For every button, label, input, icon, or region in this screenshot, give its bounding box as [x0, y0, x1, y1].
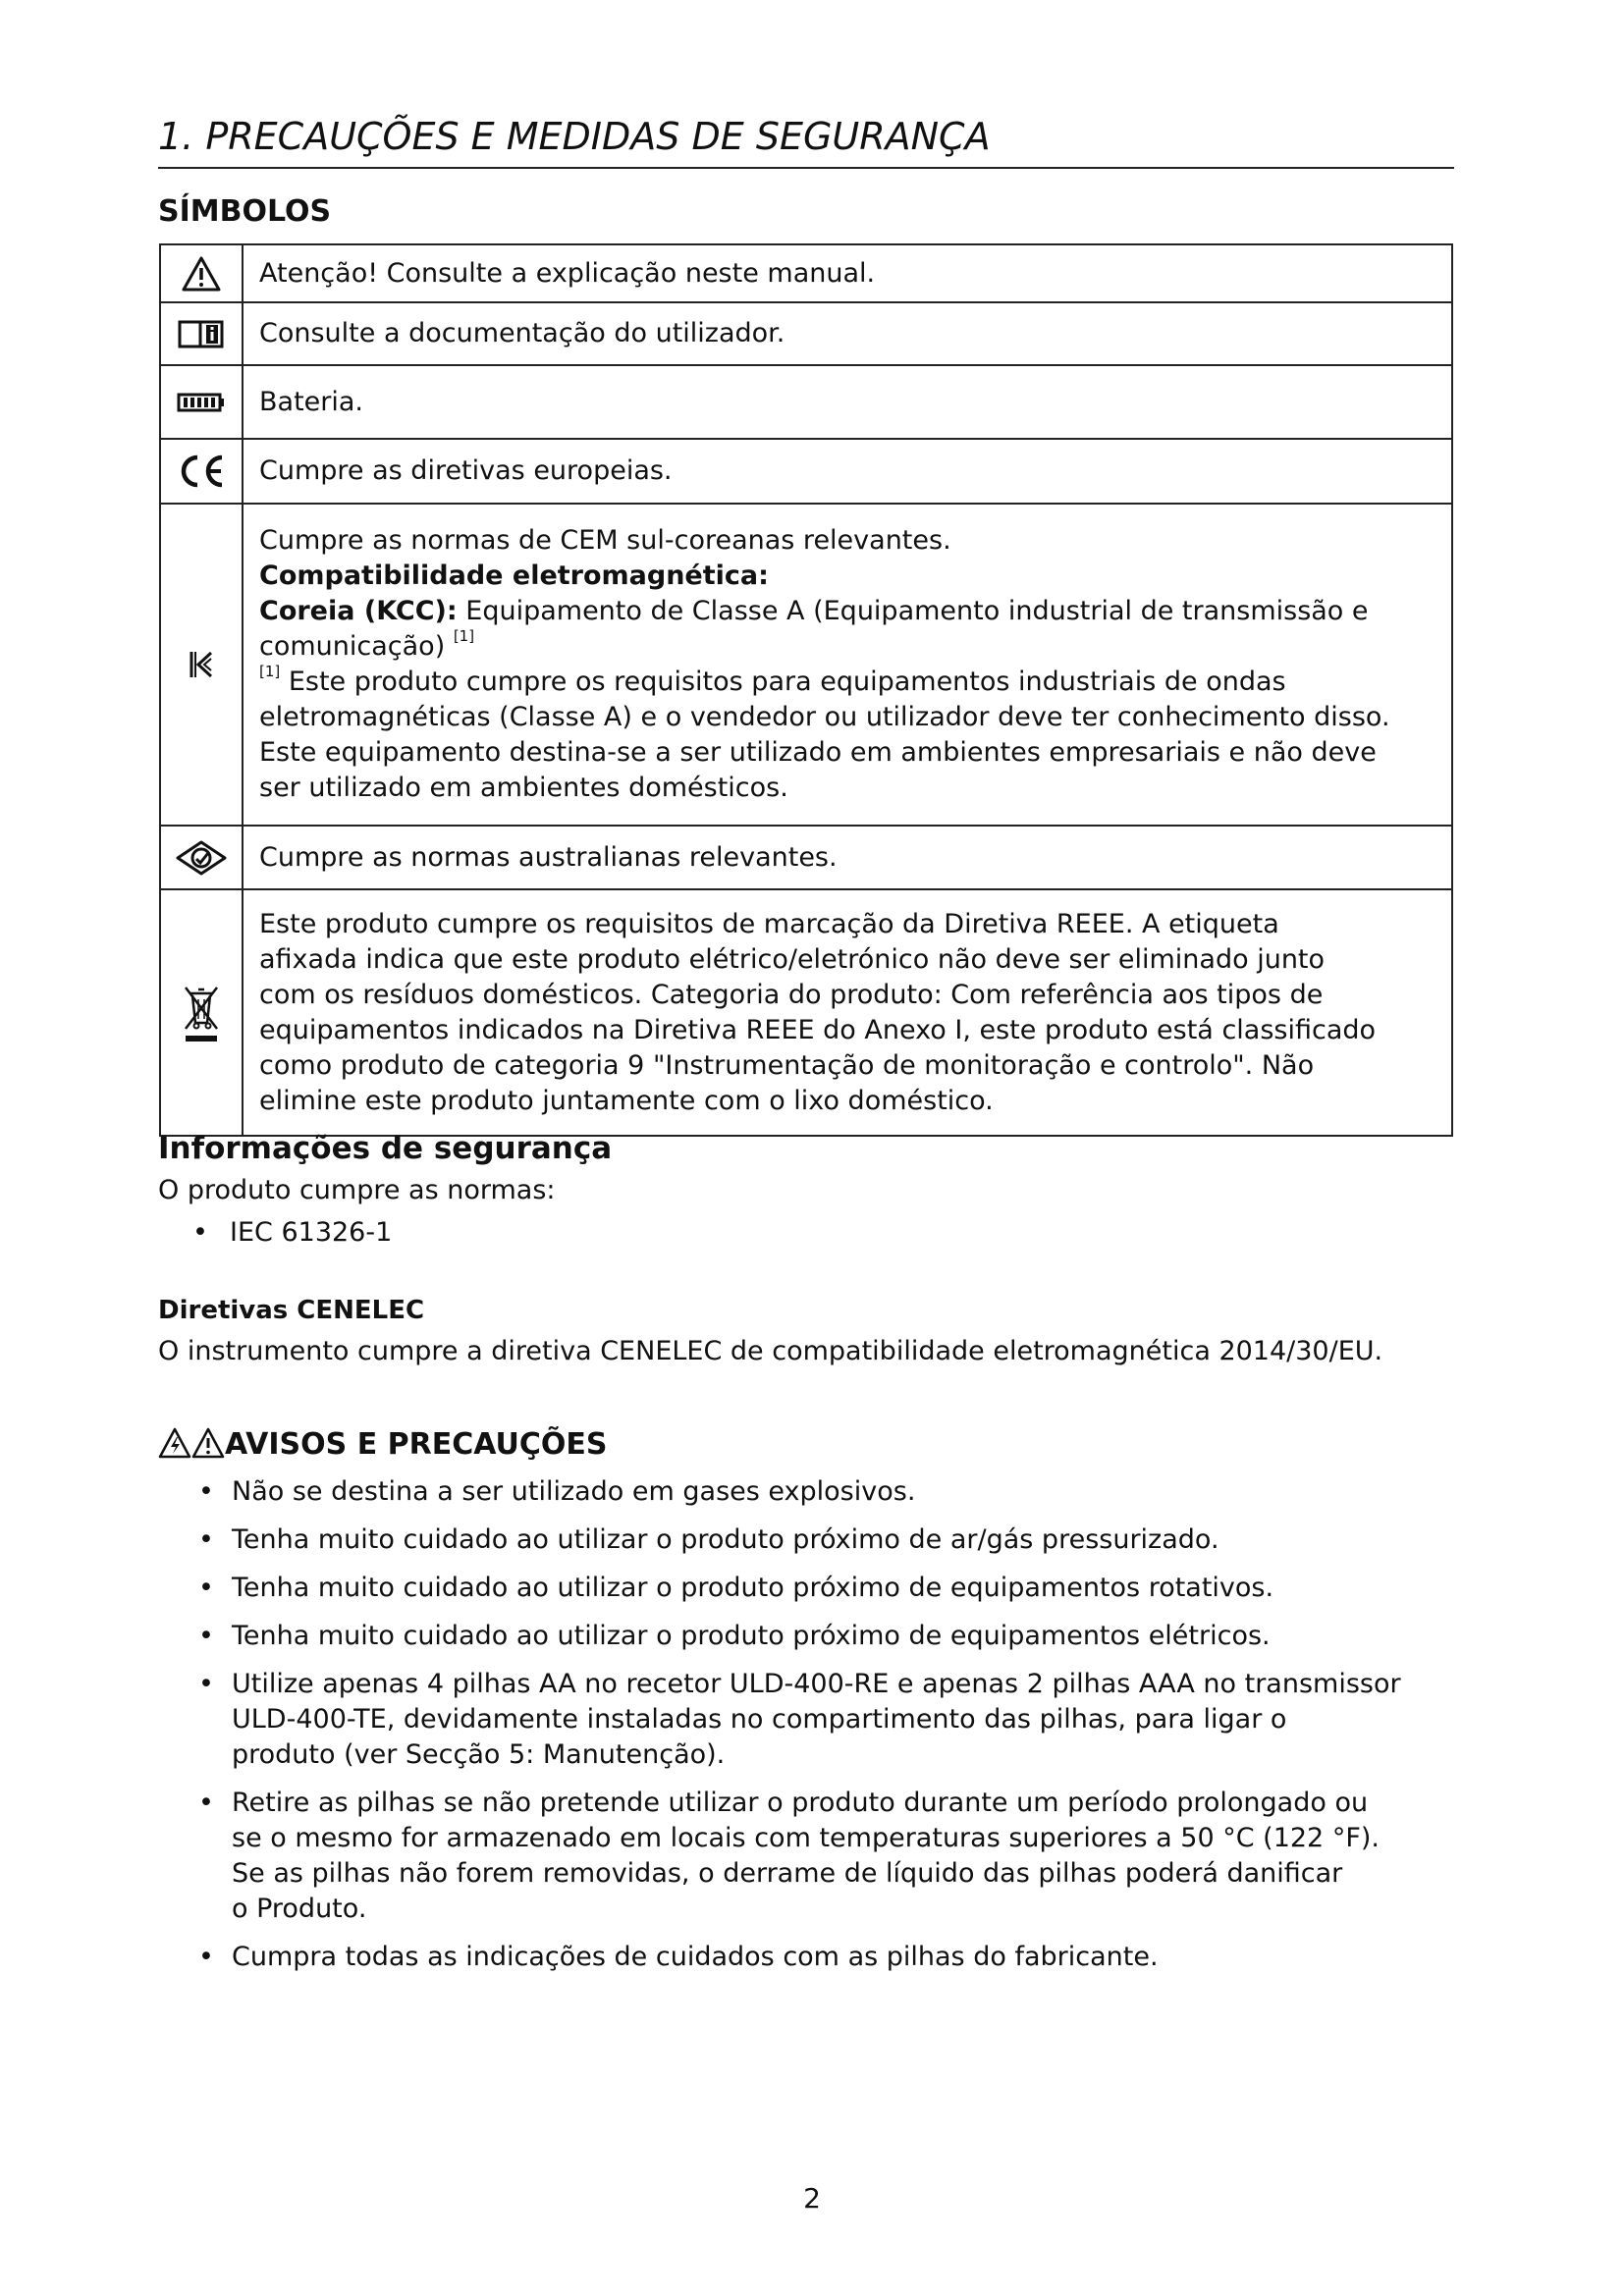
symbol-row	[160, 504, 1452, 826]
symbol-row	[160, 302, 1452, 365]
symbol-row	[160, 826, 1452, 889]
symbol-description: Este produto cumpre os requisitos de marcação da Diretiva REEE. A etiqueta afixada indica que este produto elétrico/eletrónico não deve ser eliminado junto com os resíduos domésticos. Categoria do produto: Com referência aos tipos de equipamentos indicados na Diretiva REEE do Anexo I, este produto está classificado como produto de categoria 9 "Instrumentação de monitoração e controlo". Não elimine este produto juntamente com o lixo doméstico.	[243, 889, 1452, 1136]
bullet-icon: •	[198, 1669, 214, 1699]
electrical-hazard-icon	[158, 1427, 191, 1459]
footnote-marker: [1]	[259, 663, 281, 680]
symbols-heading: SÍMBOLOS	[158, 194, 332, 229]
symbol-description: Cumpre as normas australianas relevantes.	[243, 826, 1452, 889]
bullet-icon: •	[198, 1573, 214, 1603]
list-item: • Utilize apenas 4 pilhas AA no recetor ULD-400-RE e apenas 2 pilhas AAA no transmissor ULD-400-TE, devidamente instaladas no compartimento das pilhas, para ligar o produto (ver Secção 5: Manutenção).	[198, 1669, 1401, 1770]
list-item: • Tenha muito cuidado ao utilizar o produto próximo de equipamentos rotativos.	[198, 1571, 1465, 1606]
bullet-icon: •	[198, 1476, 214, 1507]
safety-info-text: O produto cumpre as normas:	[158, 1175, 556, 1205]
ce-mark-icon	[160, 439, 243, 504]
bullet-icon: •	[198, 1621, 214, 1651]
list-item: • Tenha muito cuidado ao utilizar o produto próximo de equipamentos elétricos.	[198, 1619, 1465, 1654]
list-item: • Cumpra todas as indicações de cuidados com as pilhas do fabricante.	[198, 1940, 1465, 1975]
title-divider	[158, 167, 1454, 169]
symbol-row	[160, 439, 1452, 504]
battery-icon	[160, 365, 243, 439]
symbol-row	[160, 365, 1452, 439]
warning-triangle-icon	[160, 244, 243, 302]
warning-triangle-icon	[191, 1427, 225, 1459]
kc-mark-icon	[160, 504, 243, 826]
symbol-description: Consulte a documentação do utilizador.	[243, 302, 1452, 365]
page-number: 2	[803, 2182, 821, 2215]
bullet-icon: •	[198, 1942, 214, 1972]
symbol-row	[160, 889, 1452, 1136]
symbols-table	[159, 243, 1453, 1137]
symbol-description: Atenção! Consulte a explicação neste manual.	[243, 244, 1452, 302]
safety-info-heading: Informações de segurança	[158, 1131, 613, 1166]
list-item: • Tenha muito cuidado ao utilizar o produto próximo de ar/gás pressurizado.	[198, 1522, 1465, 1558]
rcm-mark-icon	[160, 826, 243, 889]
symbol-row	[160, 244, 1452, 302]
section-title: 1. PRECAUÇÕES E MEDIDAS DE SEGURANÇA	[158, 115, 991, 158]
cenelec-heading: Diretivas CENELEC	[158, 1296, 425, 1325]
list-item: • Retire as pilhas se não pretende utilizar o produto durante um período prolongado ou se o mesmo for armazenado em locais com temperaturas superiores a 50 °C (122 °F). Se as pilhas não forem removidas, o derrame de líquido das pilhas poderá danificar o Produto.	[198, 1788, 1380, 1924]
warnings-heading: AVISOS E PRECAUÇÕES	[158, 1425, 608, 1465]
bullet-icon: •	[192, 1217, 208, 1248]
standards-list-item: • IEC 61326-1	[192, 1215, 392, 1251]
list-item: • Não se destina a ser utilizado em gases explosivos.	[198, 1474, 1465, 1510]
user-manual-icon	[160, 302, 243, 365]
symbol-description: Bateria.	[243, 365, 1452, 439]
weee-bin-icon	[160, 889, 243, 1136]
footnote-reference: [1]	[453, 627, 475, 645]
bullet-icon: •	[198, 1788, 214, 1818]
bullet-icon: •	[198, 1524, 214, 1555]
symbol-description: Cumpre as diretivas europeias.	[243, 439, 1452, 504]
warnings-list	[198, 1474, 1465, 1988]
symbol-description: Cumpre as normas de CEM sul-coreanas relevantes. Compatibilidade eletromagnética: Coreia (KCC): Equipamento de Classe A (Equipamento industrial de transmissão e comunicação) [1] [1] Este produto cumpre os requisitos para equipamentos industriais de ondas eletromagnéticas (Classe A) e o vendedor ou utilizador deve ter conhecimento disso. Este equipamento destina-se a ser utilizado em ambientes empresariais e não deve ser utilizado em ambientes domésticos.	[243, 504, 1452, 826]
cenelec-text: O instrumento cumpre a diretiva CENELEC de compatibilidade eletromagnética 2014/30/EU.	[158, 1336, 1383, 1366]
